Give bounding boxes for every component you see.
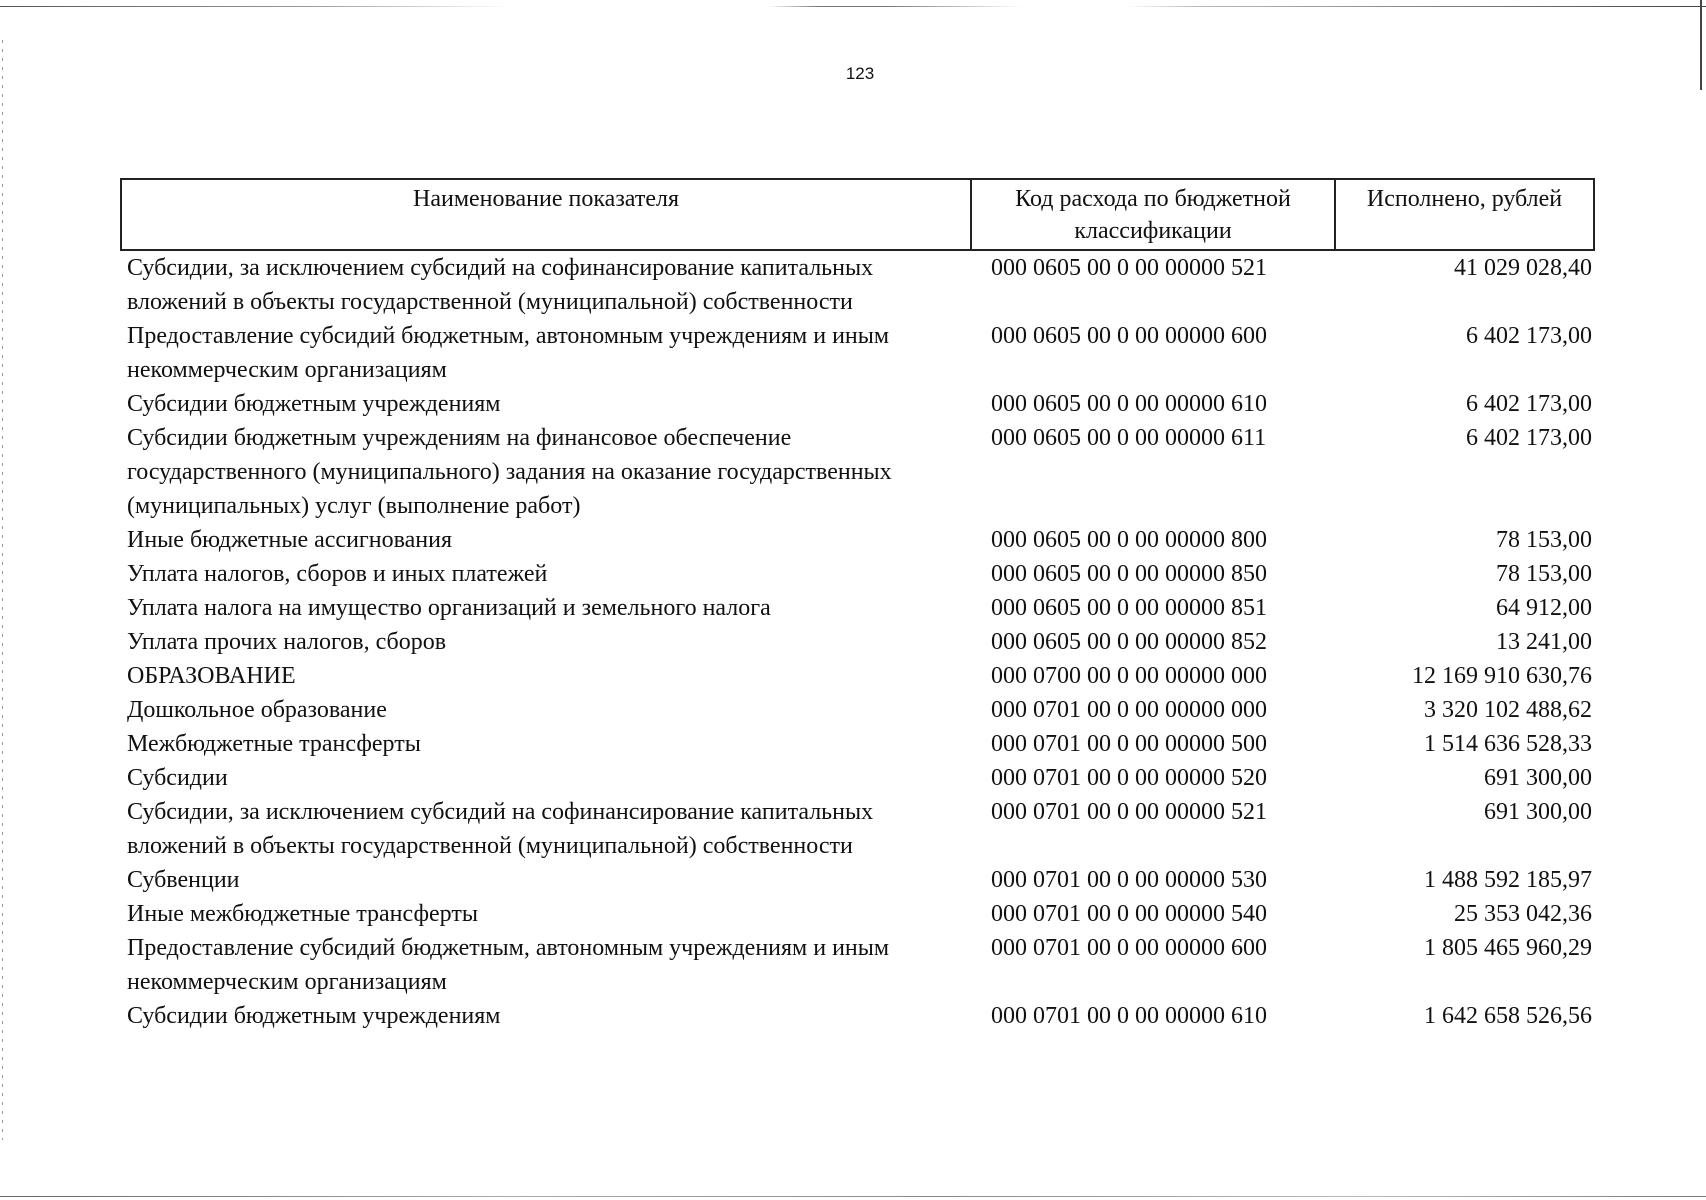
row-amount: 64 912,00	[1496, 595, 1592, 621]
table-row	[121, 319, 1594, 387]
budget-execution-table	[120, 178, 1595, 1033]
row-name: Предоставление субсидий бюджетным, автономным учреждениям и иным некоммерческим организациям	[127, 323, 890, 383]
row-amount: 41 029 028,40	[1454, 255, 1592, 281]
table-row	[121, 795, 1594, 863]
table-row	[121, 727, 1594, 761]
row-amount: 691 300,00	[1484, 799, 1592, 825]
row-name: Субсидии бюджетным учреждениям	[127, 1003, 501, 1029]
row-code: 000 0701 00 0 00 00000 500	[991, 731, 1267, 757]
header-name: Наименование показателя	[121, 179, 971, 250]
row-code: 000 0701 00 0 00 00000 610	[991, 1003, 1267, 1029]
row-amount: 12 169 910 630,76	[1412, 663, 1592, 689]
header-executed: Исполнено, рублей	[1335, 179, 1594, 250]
table-row	[121, 693, 1594, 727]
row-code: 000 0605 00 0 00 00000 521	[991, 255, 1267, 281]
row-name: Иные межбюджетные трансферты	[127, 901, 478, 927]
scan-edge-left	[2, 40, 3, 1140]
row-amount: 1 642 658 526,56	[1424, 1003, 1592, 1029]
table-row	[121, 557, 1594, 591]
row-amount: 1 514 636 528,33	[1424, 731, 1592, 757]
row-code: 000 0701 00 0 00 00000 530	[991, 867, 1267, 893]
row-code: 000 0701 00 0 00 00000 521	[991, 799, 1267, 825]
row-amount: 1 805 465 960,29	[1424, 935, 1592, 961]
row-code: 000 0701 00 0 00 00000 520	[991, 765, 1267, 791]
table-row	[121, 761, 1594, 795]
row-code: 000 0605 00 0 00 00000 800	[991, 527, 1267, 553]
table-row	[121, 659, 1594, 693]
row-code: 000 0605 00 0 00 00000 850	[991, 561, 1267, 587]
row-name: Субсидии	[127, 765, 228, 791]
table-row	[121, 897, 1594, 931]
row-amount: 25 353 042,36	[1454, 901, 1592, 927]
row-name: ОБРАЗОВАНИЕ	[127, 663, 296, 689]
row-code: 000 0605 00 0 00 00000 851	[991, 595, 1267, 621]
table-row	[121, 421, 1594, 523]
row-name: Субсидии, за исключением субсидий на софинансирование капитальных вложений в объекты государственной (муниципальной) собственности	[127, 255, 874, 315]
row-code: 000 0605 00 0 00 00000 600	[991, 323, 1267, 349]
table-row	[121, 999, 1594, 1033]
row-name: Иные бюджетные ассигнования	[127, 527, 452, 553]
row-name: Уплата прочих налогов, сборов	[127, 629, 447, 655]
table-body	[121, 250, 1594, 1033]
row-name: Предоставление субсидий бюджетным, автономным учреждениям и иным некоммерческим организациям	[127, 935, 890, 995]
table-row	[121, 387, 1594, 421]
row-name: Субвенции	[127, 867, 240, 893]
row-name: Уплата налога на имущество организаций и земельного налога	[127, 595, 771, 621]
row-amount: 6 402 173,00	[1466, 323, 1592, 349]
row-amount: 1 488 592 185,97	[1424, 867, 1592, 893]
row-code: 000 0701 00 0 00 00000 600	[991, 935, 1267, 961]
row-code: 000 0605 00 0 00 00000 852	[991, 629, 1267, 655]
scan-edge-bottom	[0, 1196, 1706, 1197]
row-code: 000 0605 00 0 00 00000 610	[991, 391, 1267, 417]
table-header	[121, 179, 1594, 250]
row-code: 000 0605 00 0 00 00000 611	[991, 425, 1267, 451]
row-name: Субсидии бюджетным учреждениям на финансовое обеспечение государственного (муниципального) задания на оказание государственных (муниципальных) услуг (выполнение работ)	[127, 425, 892, 519]
table-row	[121, 250, 1594, 319]
table-row	[121, 523, 1594, 557]
table-row	[121, 591, 1594, 625]
row-name: Уплата налогов, сборов и иных платежей	[127, 561, 548, 587]
row-code: 000 0701 00 0 00 00000 000	[991, 697, 1267, 723]
table-row	[121, 863, 1594, 897]
row-amount: 6 402 173,00	[1466, 425, 1592, 451]
row-name: Дошкольное образование	[127, 697, 387, 723]
row-code: 000 0700 00 0 00 00000 000	[991, 663, 1267, 689]
row-amount: 3 320 102 488,62	[1424, 697, 1592, 723]
page-number: 123	[845, 64, 875, 83]
table-row	[121, 931, 1594, 999]
header-row	[121, 179, 1594, 250]
row-amount: 691 300,00	[1484, 765, 1592, 791]
row-amount: 13 241,00	[1496, 629, 1592, 655]
scan-edge-top	[0, 6, 1706, 7]
row-amount: 78 153,00	[1496, 561, 1592, 587]
row-name: Субсидии, за исключением субсидий на софинансирование капитальных вложений в объекты государственной (муниципальной) собственности	[127, 799, 874, 859]
table-row	[121, 625, 1594, 659]
row-amount: 78 153,00	[1496, 527, 1592, 553]
row-name: Межбюджетные трансферты	[127, 731, 421, 757]
header-code: Код расхода по бюджетной классификации	[971, 179, 1335, 250]
row-code: 000 0701 00 0 00 00000 540	[991, 901, 1267, 927]
row-name: Субсидии бюджетным учреждениям	[127, 391, 501, 417]
row-amount: 6 402 173,00	[1466, 391, 1592, 417]
